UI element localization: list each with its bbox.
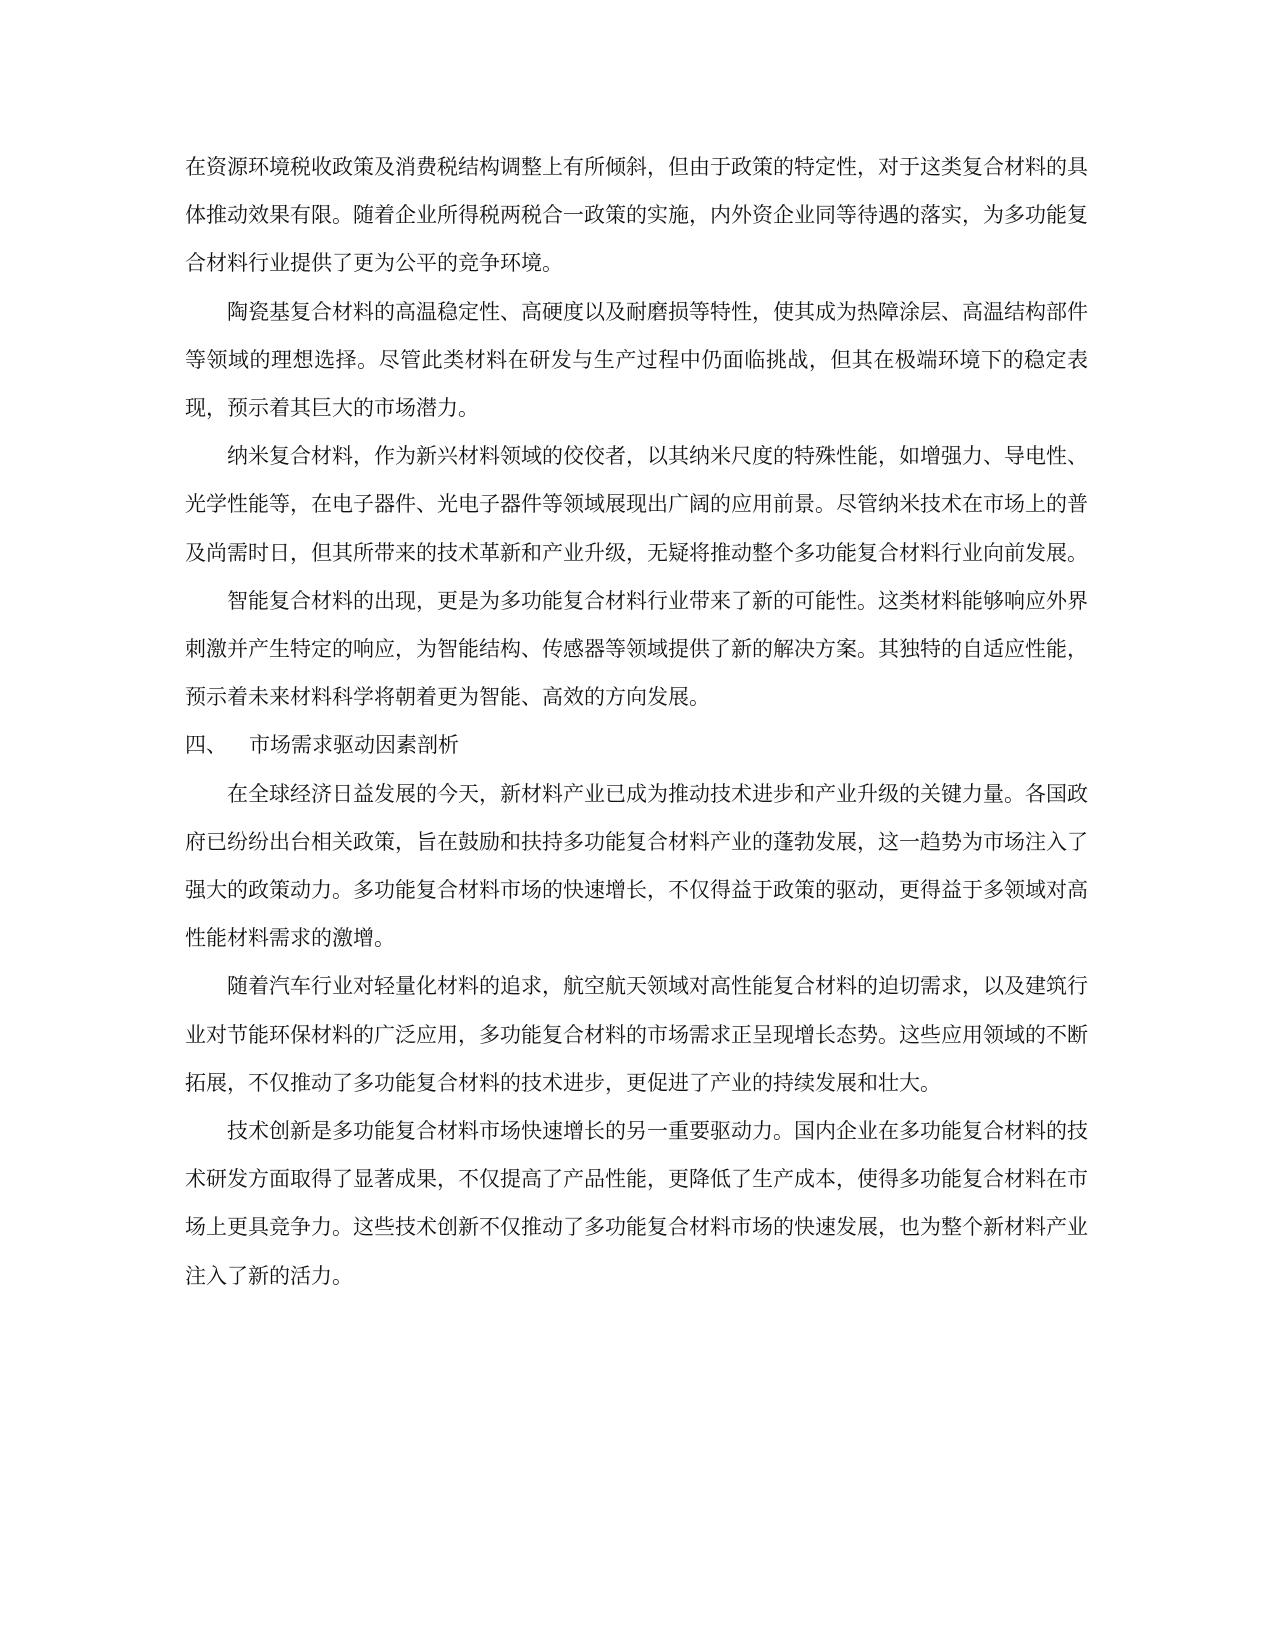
section-heading [185, 721, 1088, 769]
paragraph-6: 随着汽车行业对轻量化材料的追求，航空航天领域对高性能复合材料的迫切需求，以及建筑行业对节能环保材料的广泛应用，多功能复合材料的市场需求正呈现增长态势。这些应用领域的不断拓展，不仅推动了多功能复合材料的技术进步，更促进了产业的持续发展和壮大。 [185, 974, 1088, 1095]
paragraph-1: 在资源环境税收政策及消费税结构调整上有所倾斜，但由于政策的特定性，对于这类复合材料的具体推动效果有限。随着企业所得税两税合一政策的实施，内外资企业同等待遇的落实，为多功能复合材料行业提供了更为公平的竞争环境。 [185, 155, 1088, 276]
paragraph-4: 智能复合材料的出现，更是为多功能复合材料行业带来了新的可能性。这类材料能够响应外界刺激并产生特定的响应，为智能结构、传感器等领域提供了新的解决方案。其独特的自适应性能，预示着未来材料科学将朝着更为智能、高效的方向发展。 [185, 588, 1088, 710]
document-page [185, 143, 1088, 1300]
paragraph-5: 在全球经济日益发展的今天，新材料产业已成为推动技术进步和产业升级的关键力量。各国政府已纷纷出台相关政策，旨在鼓励和扶持多功能复合材料产业的蓬勃发展，这一趋势为市场注入了强大的政策动力。多功能复合材料市场的快速增长，不仅得益于政策的驱动，更得益于多领域对高性能材料需求的激增。 [185, 781, 1088, 951]
paragraph-3: 纳米复合材料，作为新兴材料领域的佼佼者，以其纳米尺度的特殊性能，如增强力、导电性、光学性能等，在电子器件、光电子器件等领域展现出广阔的应用前景。尽管纳米技术在市场上的普及尚需时日，但其所带来的技术革新和产业升级，无疑将推动整个多功能复合材料行业向前发展。 [185, 444, 1088, 565]
section-number: 四、 [185, 733, 227, 758]
paragraph-7: 技术创新是多功能复合材料市场快速增长的另一重要驱动力。国内企业在多功能复合材料的技术研发方面取得了显著成果，不仅提高了产品性能，更降低了生产成本，使得多功能复合材料在市场上更具竞争力。这些技术创新不仅推动了多功能复合材料市场的快速发展，也为整个新材料产业注入了新的活力。 [185, 1119, 1088, 1288]
paragraph-2: 陶瓷基复合材料的高温稳定性、高硬度以及耐磨损等特性，使其成为热障涂层、高温结构部件等领域的理想选择。尽管此类材料在研发与生产过程中仍面临挑战，但其在极端环境下的稳定表现，预示着其巨大的市场潜力。 [185, 299, 1088, 421]
section-title: 市场需求驱动因素剖析 [249, 733, 459, 758]
